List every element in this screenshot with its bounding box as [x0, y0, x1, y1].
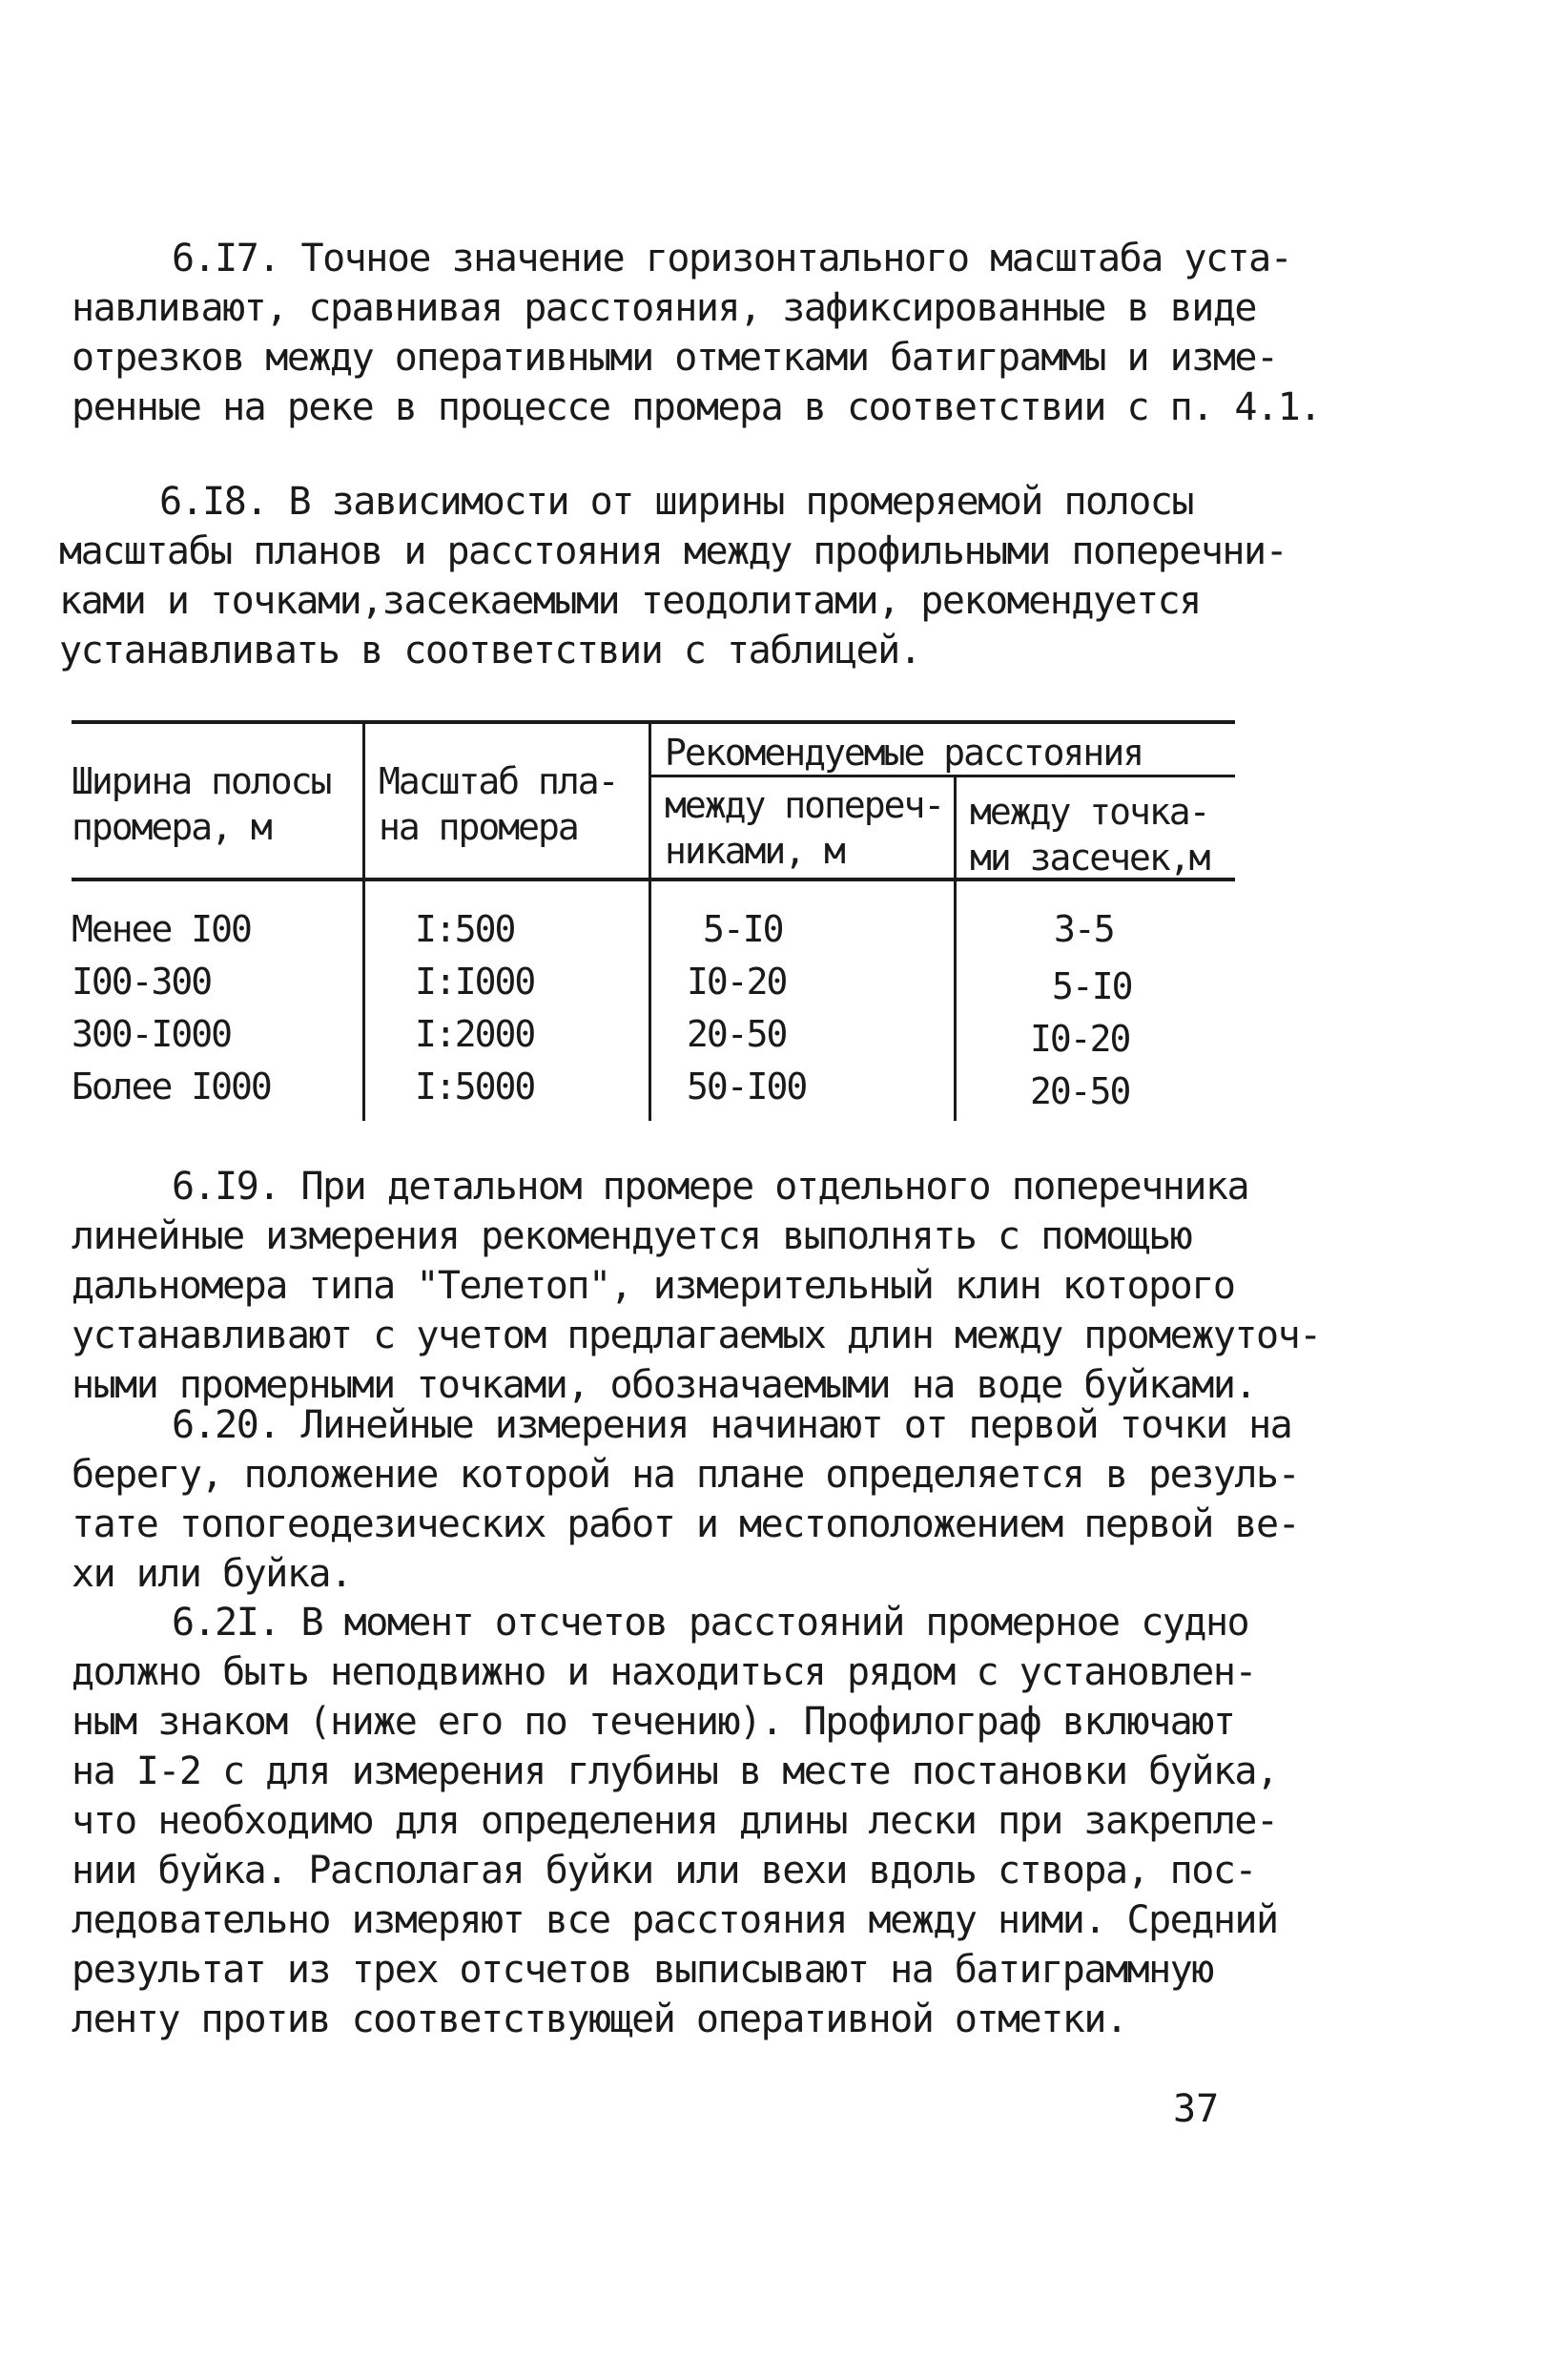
recommendation-table — [72, 720, 1235, 1121]
header-line: между попереч- — [665, 784, 944, 826]
text-line: отрезков между оперативными отметками батиграммы и изме- — [72, 336, 1278, 380]
text-line: ленту против соответствующей оперативной отметки. — [72, 1997, 1127, 2041]
paragraph-6-17 — [72, 234, 1321, 432]
cell-width: Более I000 — [72, 1066, 271, 1107]
text-line: что необходимо для определения длины лески при закрепле- — [72, 1799, 1278, 1843]
table-col-divider — [954, 775, 957, 1121]
text-line: устанавливают с учетом предлагаемых длин между промежуточ- — [72, 1314, 1321, 1357]
header-line: никами, м — [665, 830, 844, 872]
cell-between-points: I0-20 — [1030, 1018, 1130, 1060]
text-line: ренные на реке в процессе промера в соответствии с п. 4.1. — [72, 385, 1321, 429]
cell-width: Менее I00 — [72, 908, 251, 950]
cell-scale: I:2000 — [415, 1013, 535, 1055]
cell-between-points: 20-50 — [1030, 1070, 1130, 1112]
text-line: тате топогеодезических работ и местоположением первой ве- — [72, 1502, 1300, 1546]
text-line: масштабы планов и расстояния между профильными поперечни- — [59, 529, 1287, 573]
table-top-rule — [72, 720, 1235, 724]
text-line: 6.20. Линейные измерения начинают от первой точки на — [172, 1403, 1292, 1447]
page-number: 37 — [1173, 2087, 1220, 2131]
text-line: ными промерными точками, обозначаемыми на воде буйками. — [72, 1363, 1257, 1407]
header-between-points — [970, 789, 1209, 880]
text-line: 6.2I. В момент отсчетов расстояний промерное судно — [172, 1601, 1249, 1645]
cell-scale: I:500 — [415, 908, 515, 950]
header-line: Ширина полосы — [72, 760, 331, 802]
text-line: дальномера типа "Телетоп", измерительный клин которого — [72, 1264, 1235, 1308]
header-line: между точка- — [970, 791, 1209, 833]
text-line: 6.I8. В зависимости от ширины промеряемой полосы — [159, 480, 1193, 524]
paragraph-6-18 — [59, 477, 1287, 675]
table-col-divider — [649, 720, 651, 1121]
text-line: 6.I7. Точное значение горизонтального масштаба уста- — [172, 237, 1292, 280]
paragraph-6-20 — [72, 1400, 1299, 1599]
cell-between-points: 5-I0 — [1052, 965, 1132, 1007]
header-recommended-distances — [665, 730, 1143, 776]
cell-scale: I:5000 — [415, 1066, 535, 1107]
text-line: устанавливать в соответствии с таблицей. — [59, 629, 921, 673]
table-col-divider — [362, 720, 365, 1121]
header-between-sections — [665, 782, 943, 874]
paragraph-6-19 — [72, 1162, 1321, 1410]
cell-width: 300-I000 — [72, 1013, 232, 1055]
header-line: Рекомендуемые расстояния — [665, 732, 1143, 774]
text-line: 6.I9. При детальном промере отдельного поперечника — [172, 1165, 1249, 1209]
text-line: нии буйка. Располагая буйки или вехи вдоль створа, пос- — [72, 1849, 1257, 1893]
header-line: на промера — [379, 806, 578, 848]
text-line: хи или буйка. — [72, 1552, 352, 1596]
cell-between-sections: 20-50 — [687, 1013, 787, 1055]
text-line: результат из трех отсчетов выписывают на батиграммную — [72, 1948, 1213, 1992]
cell-between-sections: 5-I0 — [703, 908, 783, 950]
cell-between-sections: 50-I00 — [687, 1066, 807, 1107]
paragraph-6-21 — [72, 1598, 1278, 2044]
text-line: берегу, положение которой на плане определяется в резуль- — [72, 1453, 1300, 1497]
text-line: линейные измерения рекомендуется выполнять с помощью — [72, 1214, 1192, 1258]
header-plan-scale — [379, 758, 618, 850]
header-line: Масштаб пла- — [379, 760, 618, 802]
text-line: должно быть неподвижно и находиться рядом с установлен- — [72, 1650, 1257, 1694]
text-line: ками и точками,засекаемыми теодолитами, рекомендуется — [59, 579, 1201, 623]
text-line: ным знаком (ниже его по течению). Профилограф включают — [72, 1700, 1235, 1744]
text-line: на I-2 с для измерения глубины в месте постановки буйка, — [72, 1749, 1278, 1793]
cell-between-points: 3-5 — [1054, 908, 1114, 950]
cell-width: I00-300 — [72, 961, 212, 1003]
text-line: ледовательно измеряют все расстояния между ними. Средний — [72, 1898, 1278, 1942]
cell-scale: I:I000 — [415, 961, 535, 1003]
cell-between-sections: I0-20 — [687, 961, 787, 1003]
header-strip-width — [72, 758, 330, 850]
header-line: ми засечек,м — [970, 837, 1209, 879]
text-line: навливают, сравнивая расстояния, зафиксированные в виде — [72, 286, 1257, 330]
header-line: промера, м — [72, 806, 271, 848]
